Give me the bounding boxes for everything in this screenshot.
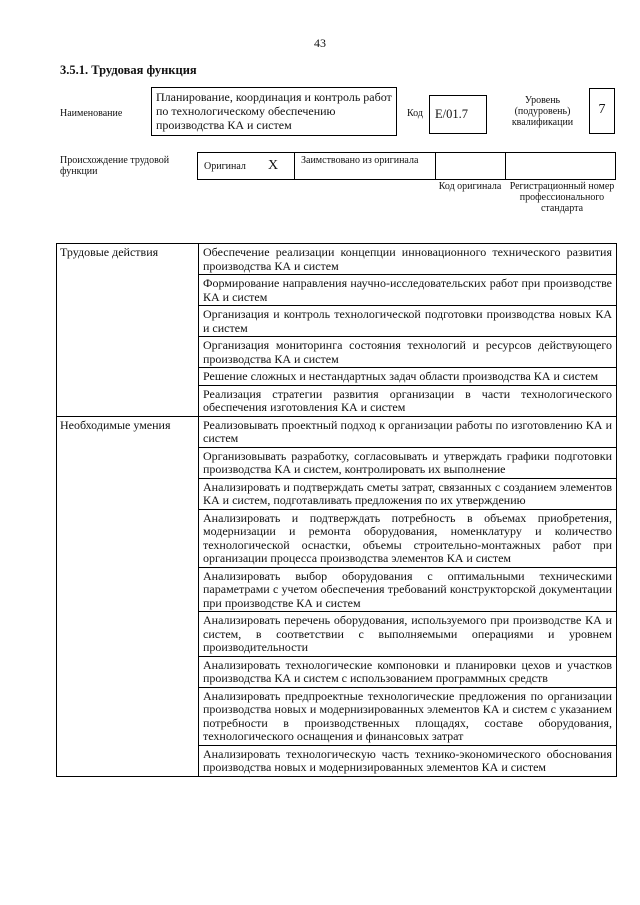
original-mark: X [268,158,279,173]
borrowed-cell [295,153,436,179]
section-title: 3.5.1. Трудовая функция [60,63,197,77]
item-cell: Организовывать разработку, согласовывать и утверждать графики подготовки производства КА и систем, контролировать их выполнение [199,447,617,478]
function-name-box: Планирование, координация и контроль работ по технологическому обеспечению производства КА и систем [151,87,397,136]
original-label: Оригинал [204,161,246,172]
name-label: Наименование [60,108,123,119]
item-cell: Обеспечение реализации концепции инновационного технического развития производства КА и систем [199,244,617,275]
item-cell: Организация мониторинга состояния технологий и ресурсов действующего производства КА и систем [199,337,617,368]
code-label: Код [407,108,423,119]
item-cell: Формирование направления научно-исследовательских работ при производстве КА и систем [199,275,617,306]
item-cell: Анализировать и подтверждать сметы затрат, связанных с созданием элементов КА и систем, подготавливать предложения по их утверждению [199,478,617,509]
item-cell: Анализировать выбор оборудования с оптимальными техническими параметрами с учетом обеспечения требований конструкторской документации при производстве КА и систем [199,567,617,612]
code-caption: Код оригинала [438,181,502,192]
registration-caption: Регистрационный номер профессионального стандарта [509,181,615,214]
category-cell: Трудовые действия [57,244,199,417]
function-details-table [56,243,617,777]
origin-label: Происхождение трудовой функции [60,155,170,177]
page-number: 43 [314,36,326,50]
item-cell: Реализация стратегии развития организации в части технологического обеспечения изготовления КА и систем [199,385,617,416]
item-cell: Анализировать и подтверждать потребность в объемах приобретения, модернизации и ремонта оборудования, номенклатуру и количество технологической оснастки, объемы строительно-монтажных работ при организации процесса производства элементов КА и систем [199,509,617,567]
category-cell: Необходимые умения [57,416,199,776]
registration-number-cell [506,153,617,179]
item-cell: Анализировать перечень оборудования, используемого при производстве КА и систем, в соответствии с выполняемыми операциями и уровнем производительности [199,612,617,657]
original-code-cell [436,153,506,179]
item-cell: Анализировать предпроектные технологические предложения по организации производства новых и модернизированных элементов КА и систем с указанием потребности в производственных площадях, составе оборудования, технологического оснащения и финансовых затрат [199,687,617,745]
table-row [57,244,617,275]
item-cell: Решение сложных и нестандартных задач области производства КА и систем [199,368,617,386]
item-cell: Анализировать технологические компоновки и планировки цехов и участков производства КА и систем с использованием программных средств [199,656,617,687]
level-value-box: 7 [589,88,615,134]
item-cell: Реализовывать проектный подход к организации работы по изготовлению КА и систем [199,416,617,447]
borrowed-label: Заимствовано из оригинала [301,155,419,166]
item-cell: Анализировать технологическую часть технико-экономического обоснования производства новых и модернизированных элементов КА и систем [199,745,617,776]
function-code-box: E/01.7 [429,95,487,134]
level-label: Уровень (подуровень) квалификации [511,95,574,128]
table-row [57,416,617,447]
origin-row [197,152,616,180]
original-cell [198,153,295,179]
item-cell: Организация и контроль технологической подготовки производства новых КА и систем [199,306,617,337]
